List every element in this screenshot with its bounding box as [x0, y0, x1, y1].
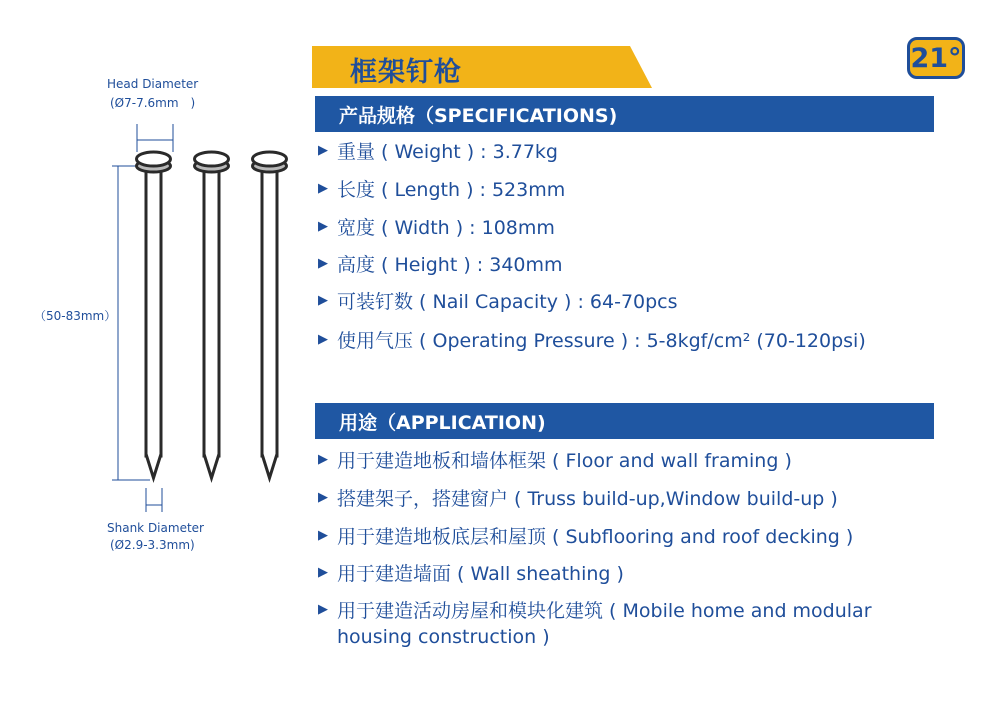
bullet-arrow-icon: ▶	[318, 490, 328, 505]
application-item-text: 用于建造地板底层和屋顶 ( Subflooring and roof decking )	[337, 526, 854, 548]
application-item-text: 搭建架子，搭建窗户 ( Truss build-up,Window build-up )	[337, 488, 838, 510]
spec-item-weight	[318, 139, 558, 165]
application-item	[318, 561, 624, 587]
nail-1	[137, 152, 171, 478]
page-title: 框架钉枪	[350, 57, 462, 88]
application-item	[318, 448, 792, 474]
spec-item-text: 重量 ( Weight ) : 3.77kg	[337, 141, 558, 163]
shank-diameter-value: (Ø2.9-3.3mm)	[110, 538, 195, 552]
spec-item-width	[318, 215, 555, 241]
bullet-arrow-icon: ▶	[318, 528, 328, 543]
application-item-text: 用于建造墙面 ( Wall sheathing )	[337, 563, 624, 585]
bullet-arrow-icon: ▶	[318, 332, 328, 347]
head-diameter-label: Head Diameter	[107, 77, 199, 91]
spec-item-nail-capacity	[318, 289, 678, 315]
bullet-arrow-icon: ▶	[318, 219, 328, 234]
bullet-arrow-icon: ▶	[318, 181, 328, 196]
spec-item-text: 长度 ( Length ) : 523mm	[337, 179, 566, 201]
bullet-arrow-icon: ▶	[318, 256, 328, 271]
spec-item-text: 可装钉数 ( Nail Capacity ) : 64-70pcs	[337, 291, 678, 313]
bullet-arrow-icon: ▶	[318, 143, 328, 158]
spec-item-length	[318, 177, 565, 203]
application-item	[318, 486, 838, 512]
bullet-arrow-icon: ▶	[318, 602, 328, 617]
head-diameter-value: (Ø7-7.6mm )	[110, 96, 196, 110]
bullet-arrow-icon: ▶	[318, 452, 328, 467]
spec-item-height	[318, 252, 563, 278]
bullet-arrow-icon: ▶	[318, 293, 328, 308]
application-item	[318, 598, 917, 650]
nail-2	[195, 152, 229, 478]
spec-item-operating-pressure	[318, 328, 866, 354]
spec-item-text: 使用气压 ( Operating Pressure ) : 5-8kgf/cm² (70-120psi)	[337, 330, 866, 352]
spec-item-text: 高度 ( Height ) : 340mm	[337, 254, 563, 276]
spec-item-text: 宽度 ( Width ) : 108mm	[337, 217, 555, 239]
application-item	[318, 524, 853, 550]
shank-diameter-label: Shank Diameter	[107, 521, 204, 535]
nail-3	[253, 152, 287, 478]
length-value: （50-83mm）	[34, 309, 117, 323]
specifications-header: 产品规格（SPECIFICATIONS)	[315, 96, 934, 132]
bullet-arrow-icon: ▶	[318, 565, 328, 580]
application-header: 用途（APPLICATION)	[315, 403, 934, 439]
application-item-text: 用于建造活动房屋和模块化建筑 ( Mobile home and modular housing construction )	[337, 600, 872, 648]
page-number-badge: 21°	[907, 37, 965, 79]
application-item-text: 用于建造地板和墙体框架 ( Floor and wall framing )	[337, 450, 792, 472]
